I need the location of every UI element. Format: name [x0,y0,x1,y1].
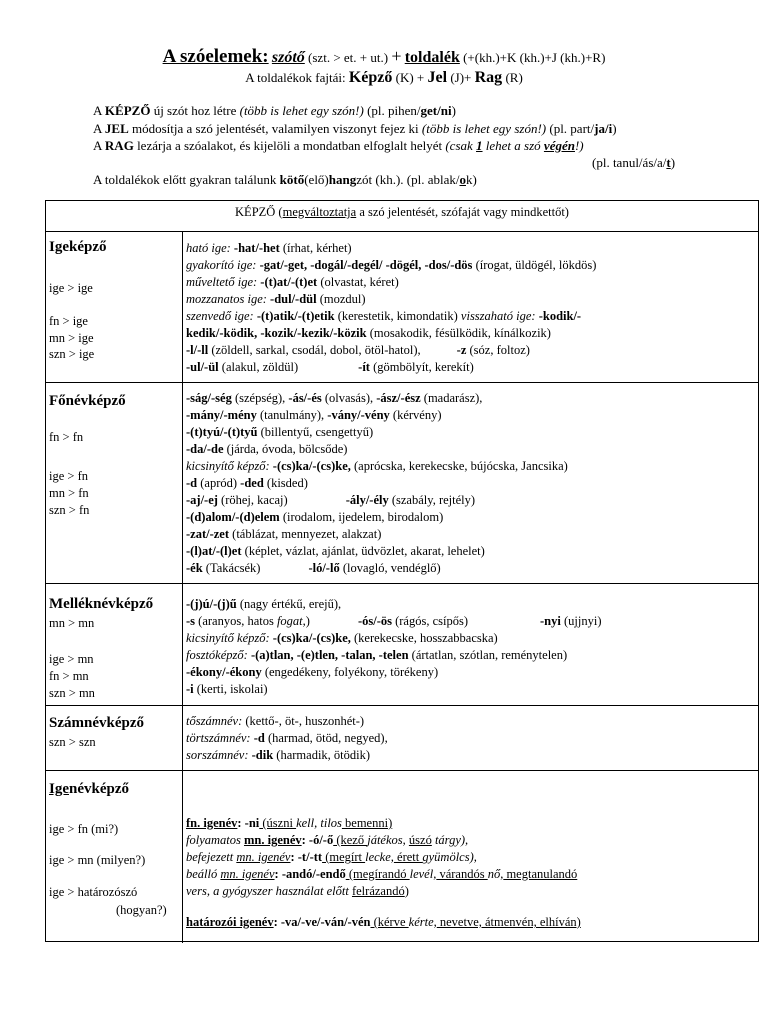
text: (aprócska, kerekecske, bújócska, Jancsika) [350,459,568,473]
text: gyakorító ige: [186,258,257,272]
text: -ály/-ély [345,493,389,507]
category-sub: mn > ige [49,331,94,345]
text: (kérvény) [389,408,442,422]
example-line [186,475,308,491]
text: befejezett [186,850,237,864]
text: (olvasás), [321,391,377,405]
szoto-note: (szt. > et. + ut.) [308,50,389,65]
example-line [186,390,482,406]
text: mn. igenév [243,833,302,847]
example-line [186,747,370,763]
text: (képlet, vázlat, ajánlat, üdvözlet, akarat, lehelet) [241,544,485,558]
text: ható ige: [186,241,231,255]
text: A [93,138,105,153]
text: A [93,103,105,118]
text: fogat, [276,614,306,628]
toldalek-note: (+(kh.)+K (kh.)+J (kh.)+R) [463,50,606,65]
text: -(t)tyú/-(t)tyű [186,425,258,439]
text: sorszámnév: [186,748,249,762]
category-title: Igeképző [49,239,107,255]
text: kérte, [408,915,437,929]
document-title: A szóelemek: [162,46,269,67]
text: A [93,121,105,136]
text: kicsinyítő képző: [186,459,270,473]
text: ) [305,614,310,628]
example-line [186,832,468,848]
text: (gömbölyít, kerekít) [369,360,474,374]
example-line [186,257,596,273]
text: ) [612,121,617,136]
text: (kerekecske, hosszabbacska) [350,631,498,645]
text: (járda, óvoda, bölcsőde) [223,442,348,456]
text: lehet a szó [482,138,544,153]
text: (ujjnyi) [560,614,602,628]
text: -ász/-ész [376,391,421,405]
text: -d [250,731,265,745]
category-sub: ige > határozószó [49,885,138,899]
jel-abbr: (J)+ [450,70,472,85]
intro-kotohang [93,172,477,188]
text: (irodalom, ijedelem, birodalom) [279,510,444,524]
text: -z [456,343,467,357]
category-cell [46,232,183,382]
table-row-melleknevkepzo [46,583,758,705]
category-cell [46,771,183,943]
example-line [186,342,530,358]
category-cell [46,706,183,770]
text: mozzanatos ige: [186,292,267,306]
text: -ded [240,476,264,490]
text: -(cs)ka/-(cs)ke, [269,459,351,473]
suffix-types-line [0,69,768,87]
text: megváltoztatja [282,205,357,219]
text: (kerestetik, kimondatik) [334,309,461,323]
text: (billentyű, csengettyű) [257,425,374,439]
text: -zat/-zet [186,527,230,541]
text: (nagy értékű, erejű), [236,597,342,611]
text: kedik/-ködik, -kozik/-kezik/-közik [186,326,367,340]
text: (aranyos, hatos [195,614,277,628]
text: (szabály, rejtély) [388,493,476,507]
text: nő, [487,867,504,881]
example-line [186,458,568,474]
example-line [186,274,399,290]
text: (kisded) [263,476,308,490]
text: lecke, [365,850,394,864]
example-line [186,526,381,542]
category-sub: szn > szn [49,735,96,749]
text: nevetve, átmenvén, elhíván) [436,915,581,929]
text: t [666,155,671,170]
text: !) [574,138,584,153]
text: (pl. part/ [546,121,595,136]
text: (írogat, üldögél, lökdös) [472,258,597,272]
table-heading [46,205,758,220]
text: ) [451,103,456,118]
text: (mozdul) [316,292,366,306]
example-line [186,543,485,559]
text: úszó [408,833,432,847]
text: zót (kh.). (pl. ablak/ [356,172,460,187]
text: : -ó/-ő [301,833,334,847]
category-sub: ige > mn (milyen?) [49,853,146,867]
text: (megírt [322,850,366,864]
example-line [186,308,581,324]
text: (Takácsék) [202,561,261,575]
text: tőszámnév: [186,714,243,728]
text: (táblázat, mennyezet, alakzat) [229,527,382,541]
category-title [49,781,129,798]
jel-label: Jel [427,69,448,86]
example-line [186,492,475,508]
text: -ós/-ös [357,614,392,628]
text: (több is lehet egy szón!) [421,121,547,136]
example-line [186,713,364,729]
text: -(t)at/-(t)et [257,275,318,289]
category-sub: szn > mn [49,686,95,700]
text: (zöldell, sarkal, csodál, dobol, ötöl-hatol), [208,343,421,357]
text: folyamatos [186,833,244,847]
table-row-igenevkepzo [46,770,758,943]
text: -ékony/-ékony [186,665,262,679]
text: k) [465,172,477,187]
category-cell [46,383,183,583]
table-heading-row [46,201,758,230]
text: -da/-de [186,442,224,456]
text: -(a)tlan, -(e)tlen, -talan, -telen [247,648,409,662]
text: (kező [333,833,368,847]
example-line [186,407,442,423]
text: A toldalékok előtt gyakran találunk [93,172,280,187]
example-line [186,883,409,899]
text: módosítja a szó jelentését, valamilyen viszonyt fejez ki [128,121,422,136]
text: törtszámnév: [186,731,251,745]
text: (olvastat, kéret) [317,275,399,289]
text: (elő) [304,172,329,187]
text: -nyi [540,614,561,628]
text: Ige [49,781,69,797]
table-row-szamnevkepzo [46,705,758,770]
intro-kepzo [93,103,456,119]
text: (kerti, iskolai) [193,682,268,696]
text: megtanulandó [503,867,578,881]
category-sub: mn > mn [49,616,95,630]
text: határozói igenév [186,915,274,929]
text: (harmad, ötöd, negyed), [264,731,388,745]
text: (engedékeny, folyékony, törékeny) [261,665,439,679]
text: várandós [436,867,488,881]
rag-abbr: (R) [505,70,523,85]
text: hang [328,172,357,187]
example-line [186,560,441,576]
text: mn. igenév [236,850,291,864]
category-sub: mn > fn [49,486,89,500]
text: (csak [445,138,477,153]
text: -i [186,682,194,696]
text: -ság/-ség [186,391,232,405]
text: fosztóképző: [186,648,248,662]
example-line [186,730,388,746]
text: gyümölcs), [422,850,477,864]
text: -(t)atik/-(t)etik [253,309,335,323]
example-line [186,681,268,697]
text: lezárja a szóalakot, és kijelöli a mondatban elfoglalt helyét [133,138,446,153]
example-line [186,424,373,440]
text: : -t/-tt [290,850,323,864]
text: (mosakodik, fésülködik, kínálkozik) [366,326,551,340]
text: JEL [104,121,129,136]
text: tárgy), [431,833,469,847]
text: (megírandó [345,867,410,881]
text: -l/-ll [186,343,209,357]
example-line [186,647,567,663]
example-line [186,359,474,375]
text: kicsinyítő képző: [186,631,270,645]
table-row-fonevkepzo [46,382,758,583]
category-title: Számnévképző [49,715,144,731]
example-line [186,291,366,307]
table-row-igekepzo [46,231,758,382]
text: : -ni [237,816,260,830]
text: felrázandó [351,884,405,898]
text: (kérve [370,915,409,929]
text: visszaható ige: [460,309,536,323]
intro-jel [93,121,617,137]
example-line [186,630,498,646]
text: ) [404,884,409,898]
text: (több is lehet egy szón!) [239,103,364,118]
example-line [186,613,601,629]
text: (rágós, csípős) [391,614,469,628]
category-sub: fn > fn [49,430,84,444]
text: 1 [476,138,483,153]
plus-sign: + [391,46,402,66]
text: (pl. pihen/ [363,103,421,118]
example-line [186,596,341,612]
category-cell [46,584,183,705]
text: -ék [186,561,203,575]
text: ) [670,155,676,170]
kepzo-label: Képző [348,69,393,86]
text: (harmadik, ötödik) [273,748,371,762]
text: játékos, [367,833,409,847]
category-sub: ige > fn (mi?) [49,822,119,836]
text: (madarász), [420,391,483,405]
text: műveltető ige: [186,275,258,289]
category-sub: ige > mn [49,652,94,666]
text: -mány/-mény [186,408,257,422]
text: kell, tilos [296,816,342,830]
text: -kodik/- [535,309,582,323]
rag-label: Rag [474,69,503,86]
category-title: Melléknévképző [49,596,154,612]
text: -gat/-get, [256,258,308,272]
text: vers, a gyógyszer használat előtt [186,884,352,898]
example-line [186,914,581,930]
text: -ul/-ül [186,360,219,374]
text: bemenni) [341,816,393,830]
text: o [459,172,466,187]
text: KÉPZŐ ( [235,205,283,219]
text: get/ni [420,103,452,118]
example-line [186,866,577,882]
category-title: Főnévképző [49,393,126,409]
text: RAG [104,138,134,153]
category-sub: szn > ige [49,347,95,361]
text: végén [543,138,575,153]
text: -d [186,476,198,490]
text: : -andó/-endő [274,867,346,881]
category-sub: (hogyan?) [116,903,167,917]
text: kötő [279,172,305,187]
text: -hat/-het [230,241,280,255]
text: (szépség), [231,391,289,405]
text: (úszni [259,816,297,830]
intro-rag-example [592,155,675,171]
example-line [186,325,551,341]
text: levél, [409,867,437,881]
text: (ártatlan, szótlan, reménytelen) [408,648,568,662]
text: a szó jelentését, szófaját vagy mindkettőt) [356,205,569,219]
text: új szót hoz létre [150,103,240,118]
kepzo-abbr: (K) + [395,70,425,85]
text: ja/i [594,121,613,136]
text: -dul/-dül [266,292,317,306]
category-sub: fn > mn [49,669,89,683]
category-sub: fn > ige [49,314,88,328]
text: mn. igenév [220,867,275,881]
document-title-line [0,46,768,68]
text: szenvedő ige: [186,309,254,323]
text: (tanulmány), [256,408,328,422]
text: -s [186,614,196,628]
text: KÉPZŐ [104,103,151,118]
kepzo-table [45,200,759,942]
text: -(j)ú/-(j)ű [186,597,237,611]
text: (lovagló, vendéglő) [339,561,441,575]
text: fn. igenév [186,816,238,830]
text: (apród) [197,476,241,490]
example-line [186,441,347,457]
text: (írhat, kérhet) [279,241,352,255]
example-line [186,664,438,680]
example-line [186,815,392,831]
text: -(cs)ka/-(cs)ke, [269,631,351,645]
text: névképző [69,781,129,797]
intro-rag [93,138,584,154]
category-sub: ige > fn [49,469,88,483]
text: -dik [248,748,274,762]
text: -aj/-ej [186,493,218,507]
example-line [186,240,352,256]
szoto-label: szótő [271,49,305,66]
example-line [186,849,477,865]
text: : -va/-ve/-ván/-vén [273,915,371,929]
text: (kettő-, öt-, huszonhét-) [242,714,365,728]
text: -dogál/-degél/ -dögél, -dos/-dös [307,258,473,272]
text: -ás/-és [288,391,322,405]
example-line [186,509,443,525]
text: (alakul, zöldül) [218,360,299,374]
category-sub: ige > ige [49,281,93,295]
text: -ló/-lő [308,561,340,575]
text: (röhej, kacaj) [217,493,288,507]
text: -ít [358,360,370,374]
text: -(d)alom/-(d)elem [186,510,280,524]
text: -(l)at/-(l)et [186,544,242,558]
toldalek-label: toldalék [404,49,460,66]
text: beálló [186,867,221,881]
text: -vány/-vény [327,408,390,422]
text: (sóz, foltoz) [466,343,530,357]
text: érett [393,850,423,864]
category-sub: szn > fn [49,503,90,517]
text: (pl. tanul/ás/a/ [592,155,667,170]
suffix-types-prefix: A toldalékok fajtái: [245,70,346,85]
